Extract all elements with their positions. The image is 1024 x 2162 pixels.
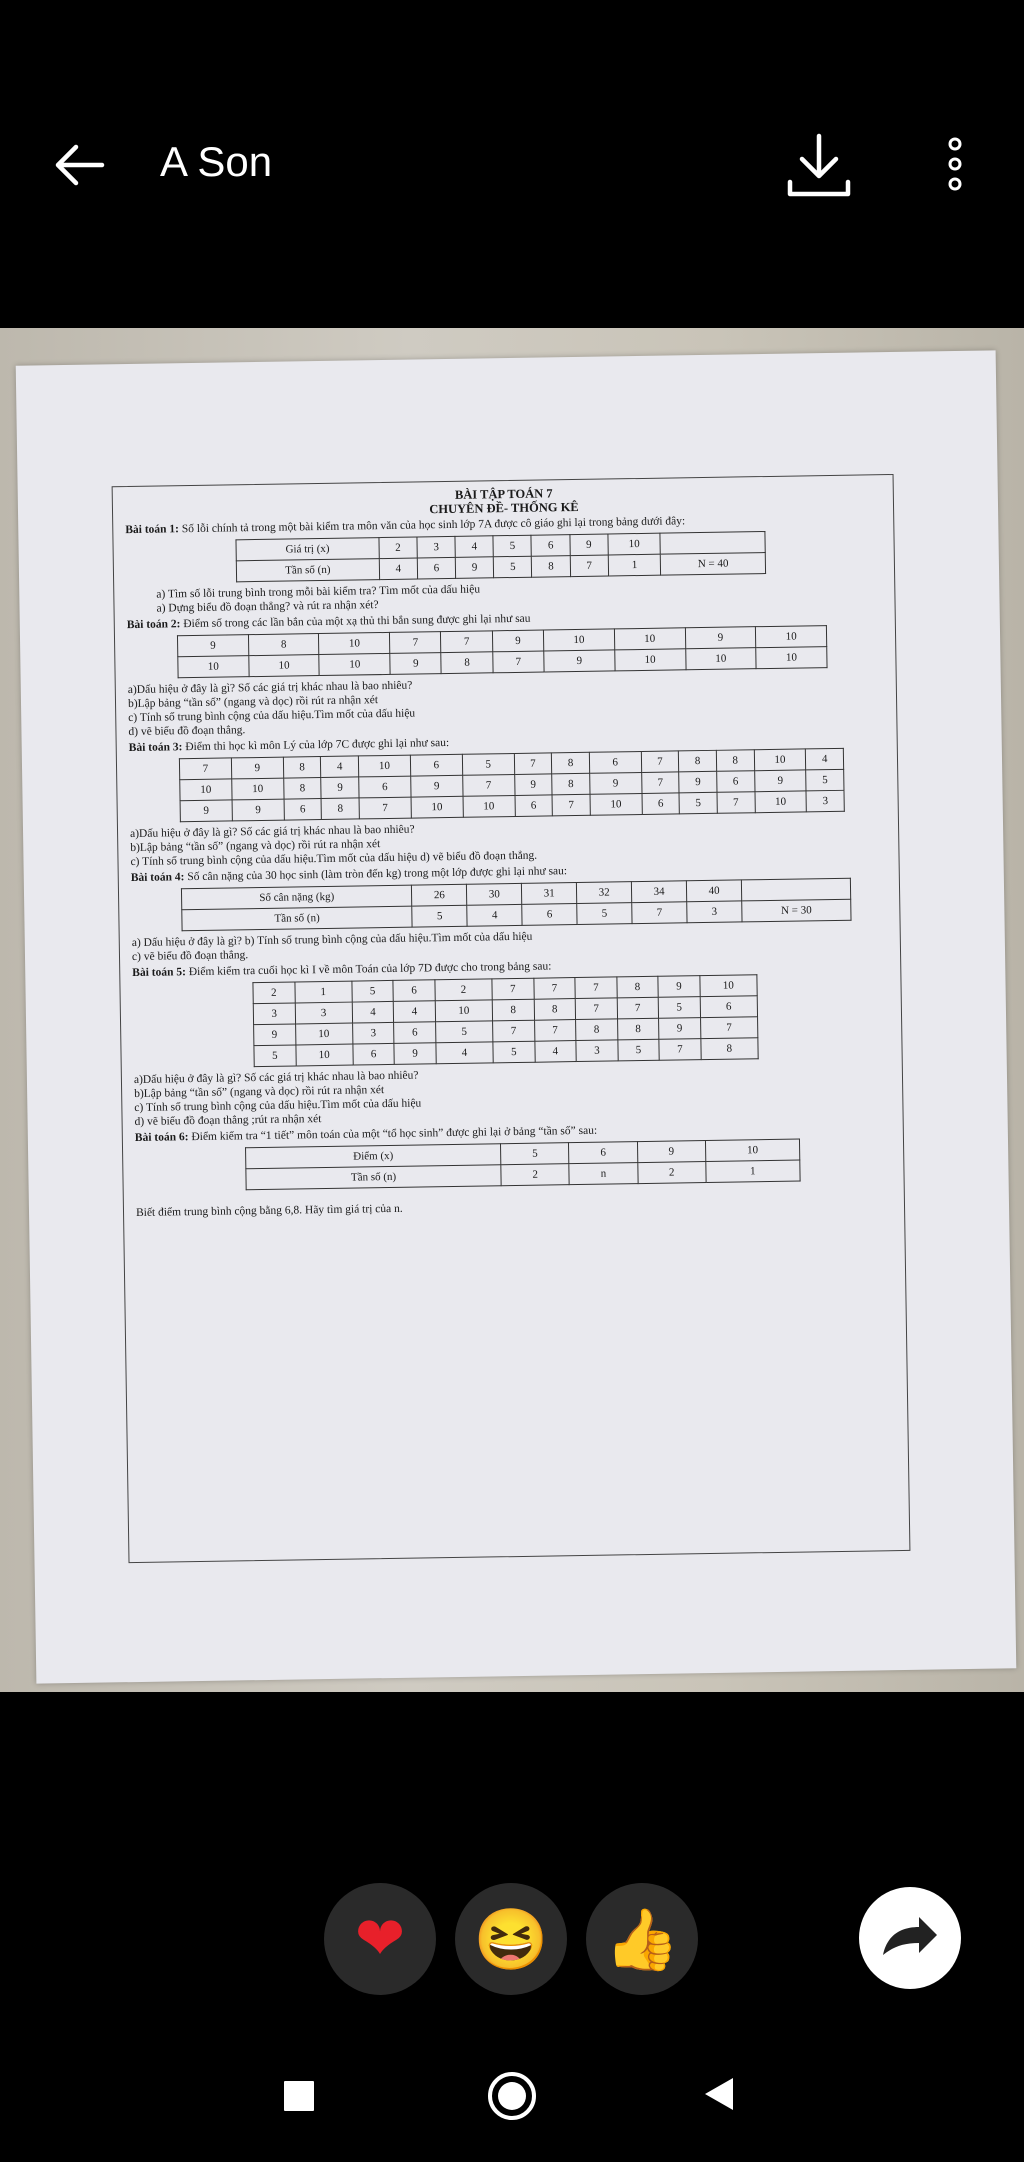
back-arrow-icon[interactable]: [50, 140, 110, 190]
table-cell: 7: [493, 651, 545, 673]
table-cell: 8: [248, 634, 319, 656]
table-cell: 9: [455, 557, 493, 579]
table-cell: 9: [679, 771, 717, 793]
table-cell: 8: [716, 750, 754, 772]
table-cell: 5: [493, 535, 531, 557]
laughing-face-icon: 😆: [473, 1906, 549, 1973]
table-cell: 1: [706, 1160, 800, 1182]
worksheet-title: BÀI TẬP TOÁN 7: [454, 486, 553, 502]
table-cell: 6: [717, 771, 755, 793]
question-line: d) vẽ biểu đồ đoạn thẳng.: [128, 724, 246, 739]
problem-2: Bài toán 2: Điểm số trong các lần bắn của một xạ thủ thi bắn sung được ghi lại như sau: [126, 612, 531, 632]
table-cell: [741, 878, 850, 901]
photo-viewer[interactable]: [0, 328, 1024, 1692]
table-cell: 6: [394, 1022, 436, 1044]
table-cell: 3: [576, 1040, 618, 1062]
table-cell: 5: [494, 556, 532, 578]
problem-5: Bài toán 5: Điểm kiểm tra cuối học kì I về môn Toán của lớp 7D được cho trong bảng sau:: [132, 960, 552, 980]
problem-2-questions: [128, 671, 887, 739]
table-cell: 5: [617, 1039, 659, 1061]
problem-3: Bài toán 3: Điểm thi học kì môn Lý của lớp 7C được ghi lại như sau:: [128, 737, 450, 755]
table-cell: 10: [411, 796, 463, 818]
table-cell: 10: [705, 1139, 799, 1161]
table-cell: 6: [410, 754, 462, 776]
table-cell: 4: [436, 1042, 494, 1064]
table-cell: 9: [589, 773, 641, 795]
problem-4: Bài toán 4: Số cân nặng của 30 học sinh (làm tròn đến kg) trong một lớp được ghi lại như sau:: [130, 865, 568, 885]
table-cell: 8: [701, 1038, 759, 1060]
table-cell: 26: [412, 884, 467, 906]
sender-name: A Son: [160, 138, 273, 185]
table-cell: 9: [570, 534, 608, 556]
table-cell: 6: [359, 776, 411, 798]
table-cell: 7: [552, 794, 590, 816]
question-line: a) Dấu hiệu ở đây là gì? b) Tính số trung bình cộng của dấu hiệu.Tìm mốt của dấu hiệu: [131, 930, 533, 950]
question-line: b)Lập bảng “tần số” (ngang và dọc) rồi rút ra nhận xét: [127, 694, 379, 711]
table-cell: 10: [543, 629, 614, 651]
table-cell: 10: [358, 755, 410, 777]
worksheet-paper: [16, 350, 1017, 1683]
table-cell: 9: [232, 799, 284, 821]
share-arrow-icon: [859, 1887, 961, 1989]
problem-1-question-a: a) Tìm số lỗi trung bình trong mỗi bài kiểm tra? Tìm mốt của dấu hiệu: [156, 583, 481, 601]
question-line: d) vẽ biểu đồ đoạn thẳng ;rút ra nhận xét: [134, 1113, 322, 1129]
back-nav-button[interactable]: [703, 2076, 735, 2117]
table-cell: 30: [467, 883, 522, 905]
table-cell: 6: [515, 795, 553, 817]
table-cell: 1: [608, 554, 661, 576]
table-cell: 5: [577, 903, 632, 925]
table-cell: 2: [637, 1162, 706, 1184]
table-cell: 5: [352, 980, 394, 1002]
haha-reaction-button[interactable]: [455, 1883, 567, 1995]
table-cell: 6: [353, 1043, 395, 1065]
table-1: [235, 531, 766, 582]
table-cell: 2: [501, 1164, 570, 1186]
table-cell: 10: [295, 1023, 353, 1045]
download-icon[interactable]: [786, 132, 852, 198]
share-button[interactable]: [859, 1887, 961, 1989]
table-cell: 5: [679, 792, 717, 814]
table-cell: 6: [522, 904, 577, 926]
table-cell: 3: [253, 1003, 295, 1025]
table-cell: 6: [531, 535, 569, 557]
table-cell: 10: [754, 749, 806, 771]
table-cell: 5: [412, 905, 467, 927]
question-line: c) Tính số trung bình cộng của dấu hiệu.Tìm mốt của dấu hiệu: [134, 1097, 422, 1115]
table-cell: 7: [493, 1020, 535, 1042]
table-cell: 9: [390, 653, 442, 675]
table-4: [181, 878, 852, 932]
table-cell: 8: [552, 773, 590, 795]
table-cell: 5: [658, 997, 700, 1019]
table-cell: 10: [435, 1000, 493, 1022]
table-cell: 4: [321, 756, 359, 778]
love-reaction-button[interactable]: [324, 1883, 436, 1995]
table-cell: 4: [806, 748, 844, 770]
table-cell: 9: [658, 976, 700, 998]
question-line: a)Dấu hiệu ở đây là gì? Số các giá trị khác nhau là bao nhiêu?: [127, 679, 413, 697]
table-cell: 7: [179, 758, 231, 780]
table-cell: Tần số (n): [236, 559, 379, 582]
table-cell: 3: [417, 536, 455, 558]
table-cell: 8: [321, 798, 359, 820]
table-cell: 10: [756, 626, 827, 648]
table-cell: Giá trị (x): [236, 538, 379, 561]
question-line: b)Lập bảng “tần số” (ngang và dọc) rồi rút ra nhận xét: [134, 1084, 385, 1101]
table-cell: 7: [514, 753, 552, 775]
table-cell: 9: [514, 774, 552, 796]
table-cell: 5: [501, 1143, 570, 1165]
table-cell: 10: [463, 795, 515, 817]
table-6: [245, 1139, 801, 1191]
table-cell: 4: [534, 1041, 576, 1063]
table-cell: 10: [178, 656, 249, 678]
table-cell: 3: [352, 1022, 394, 1044]
table-cell: 10: [756, 647, 827, 669]
table-cell: 2: [435, 979, 493, 1001]
table-cell: 10: [700, 975, 758, 997]
table-cell: 2: [253, 982, 295, 1004]
table-cell: 6: [642, 793, 680, 815]
table-cell: 7: [359, 797, 411, 819]
table-cell: 8: [617, 976, 659, 998]
table-cell: 1: [294, 981, 352, 1003]
table-cell: 9: [659, 1018, 701, 1040]
table-cell: 8: [492, 999, 534, 1021]
question-line: a)Dấu hiệu ở đây là gì? Số các giá trị khác nhau là bao nhiêu?: [129, 823, 415, 841]
thumbs-up-icon: 👍: [604, 1906, 680, 1973]
table-cell: 8: [532, 556, 570, 578]
table-cell: 7: [617, 997, 659, 1019]
question-line: a)Dấu hiệu ở đây là gì? Số các giá trị khác nhau là bao nhiêu?: [133, 1069, 419, 1087]
table-cell: 5: [462, 753, 514, 775]
table-cell: 2: [379, 537, 417, 559]
table-cell: 9: [637, 1141, 706, 1163]
table-cell: N = 40: [661, 553, 766, 576]
table-cell: 5: [435, 1021, 493, 1043]
worksheet-content: [125, 481, 894, 1222]
table-cell: Số cân nặng (kg): [181, 885, 412, 910]
table-cell: 8: [552, 752, 590, 774]
table-cell: 5: [254, 1045, 296, 1067]
table-cell: 31: [522, 883, 577, 905]
table-cell: 4: [352, 1001, 394, 1023]
table-cell: 7: [641, 751, 679, 773]
table-cell: 8: [534, 999, 576, 1021]
table-cell: 10: [232, 778, 284, 800]
table-cell: 10: [319, 653, 390, 675]
table-cell: n: [569, 1163, 638, 1185]
table-cell: 10: [614, 628, 685, 650]
table-cell: 7: [632, 902, 687, 924]
table-3: [179, 748, 845, 822]
question-line: c) vẽ biểu đồ đoạn thẳng.: [131, 949, 249, 964]
table-cell: [660, 532, 765, 555]
table-cell: 10: [180, 779, 232, 801]
recent-apps-button[interactable]: [283, 2080, 315, 2117]
table-cell: 7: [570, 555, 608, 577]
table-cell: 6: [589, 752, 641, 774]
more-options-icon[interactable]: [940, 134, 970, 194]
table-cell: 10: [755, 791, 807, 813]
table-cell: 10: [249, 655, 320, 677]
table-cell: 8: [441, 652, 493, 674]
table-cell: 3: [295, 1002, 353, 1024]
table-cell: 9: [254, 1024, 296, 1046]
table-cell: 5: [493, 1041, 535, 1063]
table-cell: 7: [441, 631, 493, 653]
table-cell: 3: [687, 901, 742, 923]
table-cell: 6: [417, 557, 455, 579]
worksheet-subtitle: CHUYÊN ĐỀ- THỐNG KÊ: [429, 499, 579, 517]
top-bar: [0, 0, 1024, 330]
table-cell: 10: [590, 793, 642, 815]
table-cell: 7: [700, 1017, 758, 1039]
table-cell: 9: [180, 800, 232, 822]
table-cell: 9: [231, 757, 283, 779]
table-cell: 7: [575, 998, 617, 1020]
table-cell: 9: [321, 777, 359, 799]
table-cell: 40: [686, 880, 741, 902]
table-cell: 9: [394, 1043, 436, 1065]
table-cell: 10: [608, 533, 661, 555]
table-cell: 4: [467, 904, 522, 926]
table-cell: Tần số (n): [182, 906, 413, 931]
heart-icon: ❤: [354, 1906, 406, 1972]
problem-1-question-b: a) Dựng biểu đồ đoạn thẳng? và rút ra nhận xét?: [156, 599, 379, 615]
table-cell: 8: [283, 778, 321, 800]
question-line: c) Tính số trung bình cộng của dấu hiệu.Tìm mốt của dấu hiệu d) vẽ biểu đồ đoạn thẳng.: [130, 849, 538, 869]
worksheet-frame: [112, 474, 911, 1563]
problem-6: Bài toán 6: Điểm kiểm tra “1 tiết” môn toán của một “tổ học sinh” được ghi lại ở bảng “tần số” sau:: [134, 1124, 598, 1145]
table-cell: 9: [492, 630, 544, 652]
table-cell: 9: [754, 770, 806, 792]
table-cell: 7: [533, 978, 575, 1000]
table-cell: 10: [319, 632, 390, 654]
table-2: [177, 625, 828, 678]
table-cell: N = 30: [742, 899, 851, 922]
table-cell: 8: [576, 1019, 618, 1041]
like-reaction-button[interactable]: [586, 1883, 698, 1995]
table-cell: 32: [577, 882, 632, 904]
table-cell: Tần số (n): [246, 1165, 501, 1190]
table-cell: 7: [659, 1039, 701, 1061]
table-cell: 7: [390, 632, 442, 654]
table-cell: 7: [492, 978, 534, 1000]
table-cell: 8: [283, 757, 321, 779]
table-cell: 34: [631, 881, 686, 903]
table-cell: 6: [284, 799, 322, 821]
question-line: b)Lập bảng “tần số” (ngang và dọc) rồi rút ra nhận xét: [130, 838, 381, 855]
table-cell: 10: [295, 1044, 353, 1066]
table-cell: 9: [685, 627, 756, 649]
table-cell: 6: [700, 996, 758, 1018]
table-cell: 4: [455, 536, 493, 558]
table-5: [252, 974, 758, 1067]
table-cell: 8: [617, 1018, 659, 1040]
table-cell: 9: [544, 650, 615, 672]
table-cell: 4: [379, 558, 417, 580]
question-line: c) Tính số trung bình cộng của dấu hiệu.Tìm mốt của dấu hiệu: [128, 707, 416, 725]
table-cell: 6: [393, 980, 435, 1002]
table-cell: 9: [177, 635, 248, 657]
table-cell: 3: [806, 790, 844, 812]
table-cell: 6: [569, 1142, 638, 1164]
table-cell: 8: [679, 750, 717, 772]
table-cell: 10: [615, 649, 686, 671]
table-cell: 7: [575, 977, 617, 999]
table-cell: 10: [685, 648, 756, 670]
table-cell: 7: [534, 1020, 576, 1042]
table-cell: 7: [462, 774, 514, 796]
problem-1: Bài toán 1: Số lỗi chính tả trong một bài kiểm tra môn văn của học sinh lớp 7A được cô giáo ghi lại trong bảng dưới đây:: [125, 515, 686, 537]
table-cell: 7: [717, 792, 755, 814]
table-cell: Điểm (x): [246, 1144, 501, 1169]
table-cell: 9: [411, 775, 463, 797]
table-cell: 4: [394, 1001, 436, 1023]
problem-5-questions: [134, 1061, 893, 1129]
table-cell: 5: [806, 769, 844, 791]
problem-6-question: Biết điểm trung bình cộng bằng 6,8. Hãy tìm giá trị của n.: [135, 1202, 403, 1219]
table-cell: 7: [641, 772, 679, 794]
home-button[interactable]: [486, 2070, 538, 2127]
